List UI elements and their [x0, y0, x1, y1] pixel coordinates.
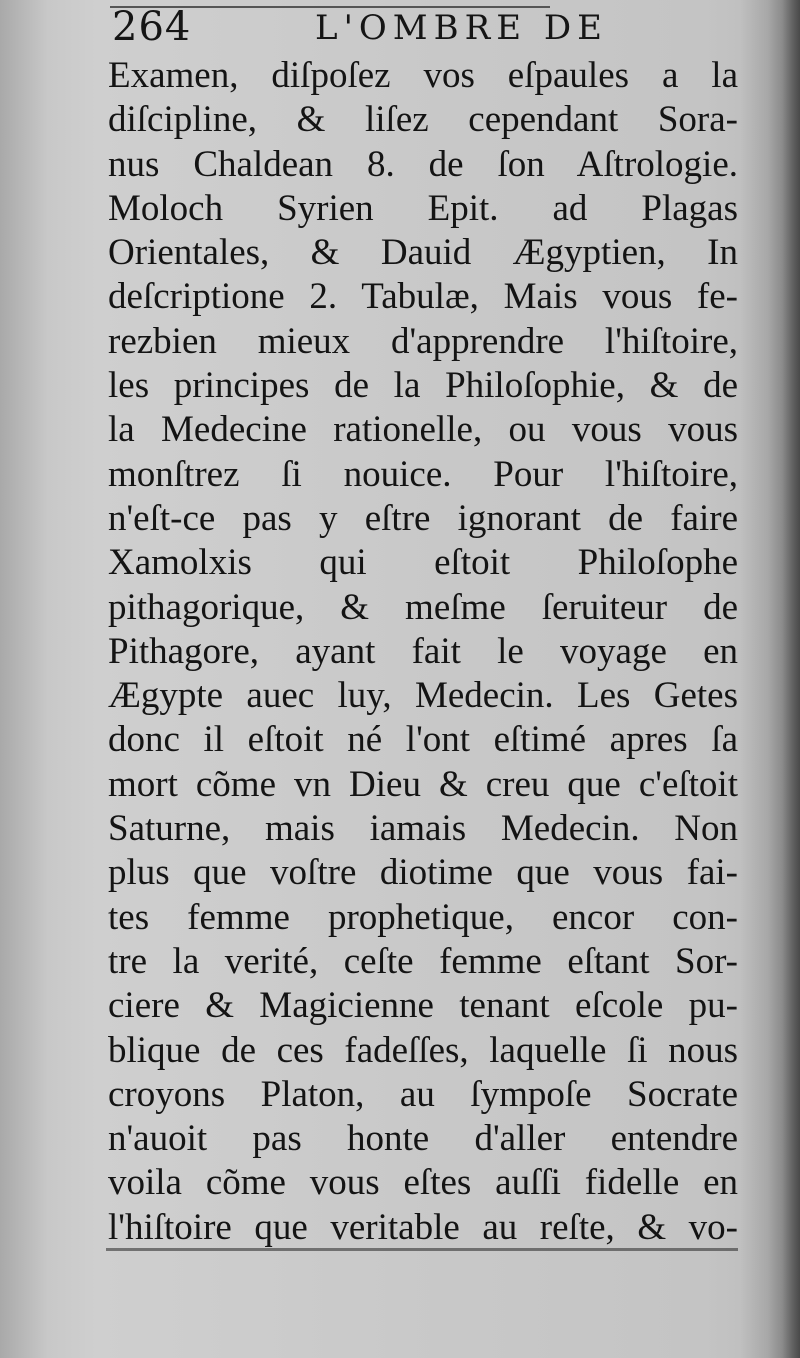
text-line: deſcriptione 2. Tabulæ, Mais vous fe- [108, 276, 738, 318]
text-line: n'eſt-ce pas y eſtre ignorant de faire [108, 497, 738, 539]
bottom-rule [106, 1248, 738, 1251]
text-line: tre la verité, ceſte femme eſtant Sor- [108, 940, 738, 982]
text-line: monſtrez ſi nouice. Pour l'hiſtoire, [108, 453, 738, 495]
text-line: mort cõme vn Dieu & creu que c'eſtoit [108, 763, 738, 805]
text-line: donc il eſtoit né l'ont eſtimé apres ſa [108, 719, 738, 761]
page-number: 264 [112, 4, 192, 50]
text-line: pithagorique, & meſme ſeruiteur de [108, 586, 738, 628]
text-line: Moloch Syrien Epit. ad Plagas [108, 187, 738, 229]
text-line: Xamolxis qui eſtoit Philoſophe [108, 542, 738, 584]
text-line: plus que voſtre diotime que vous fai- [108, 852, 738, 894]
text-line: ciere & Magicienne tenant eſcole pu- [108, 985, 738, 1027]
text-line: blique de ces fadeſſes, laquelle ſi nous [108, 1029, 738, 1071]
text-line: les principes de la Philoſophie, & de [108, 365, 738, 407]
text-line: diſcipline, & liſez cependant Sora- [108, 99, 738, 141]
text-line: l'hiſtoire que veritable au reſte, & vo- [108, 1206, 738, 1248]
text-line: Saturne, mais iamais Medecin. Non [108, 808, 738, 850]
text-line: Orientales, & Dauid Ægyptien, In [108, 232, 738, 274]
page-header [110, 4, 750, 56]
text-line: tes femme prophetique, encor con- [108, 896, 738, 938]
text-line: nus Chaldean 8. de ſon Aſtrologie. [108, 143, 738, 185]
text-line: rezbien mieux d'apprendre l'hiſtoire, [108, 320, 738, 362]
text-line: n'auoit pas honte d'aller entendre [108, 1118, 738, 1160]
text-line: la Medecine rationelle, ou vous vous [108, 409, 738, 451]
text-line: Examen, diſpoſez vos eſpaules a la [108, 55, 738, 96]
text-line: Ægypte auec luy, Medecin. Les Getes [108, 675, 738, 717]
body-text [108, 54, 738, 1250]
text-line: voila cõme vous eſtes auſſi fidelle en [108, 1162, 738, 1204]
running-head: L'OMBRE DE [315, 8, 608, 48]
text-line: croyons Platon, au ſympoſe Socrate [108, 1073, 738, 1115]
text-line: Pithagore, ayant fait le voyage en [108, 630, 738, 672]
page-edge-shadow [740, 0, 800, 1358]
